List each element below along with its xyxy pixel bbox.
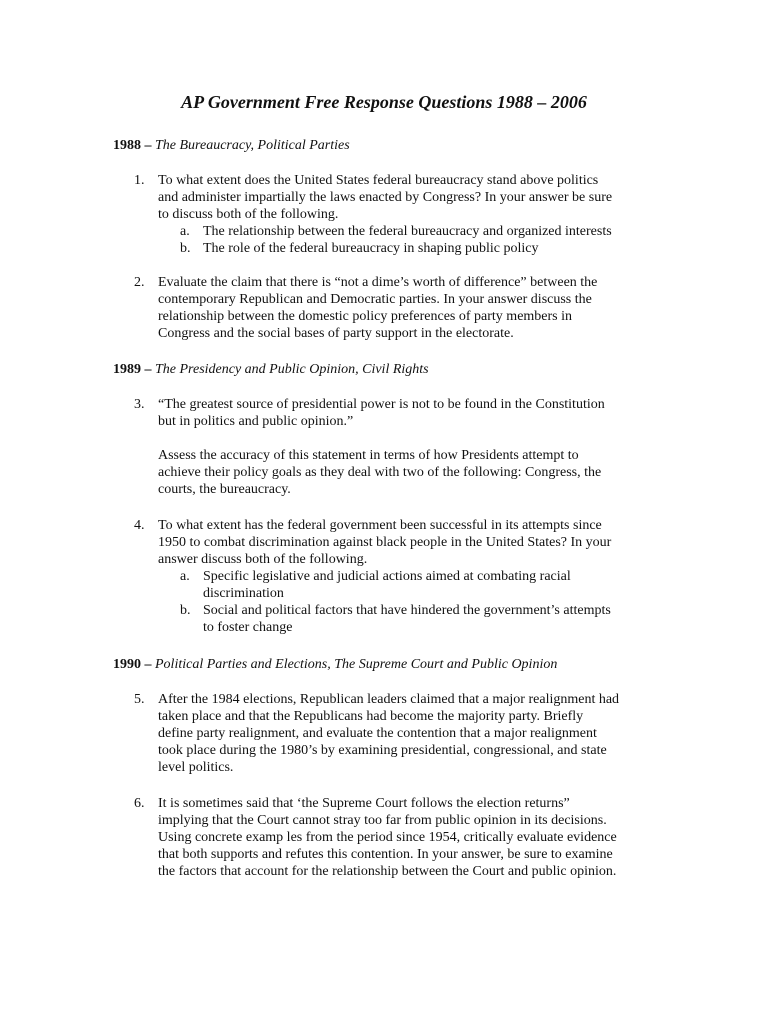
question-text (158, 172, 658, 223)
text-line: to discuss both of the following. (158, 207, 339, 222)
text-line: It is sometimes said that ‘the Supreme Court follows the election returns” (158, 796, 570, 811)
question-text-paragraph (158, 447, 658, 498)
question-2 (134, 274, 658, 342)
section-heading-1989 (113, 361, 429, 378)
section-topics: Political Parties and Elections, The Supreme Court and Public Opinion (155, 657, 558, 672)
text-line: answer discuss both of the following. (158, 552, 368, 567)
section-topics: The Presidency and Public Opinion, Civil Rights (155, 362, 429, 377)
sub-item (158, 602, 658, 636)
question-3 (134, 396, 658, 498)
question-number: 4. (134, 518, 145, 533)
document-title: AP Government Free Response Questions 1988 – 2006 (181, 92, 587, 112)
question-6 (134, 795, 658, 880)
question-text (158, 795, 658, 880)
text-line: courts, the bureaucracy. (158, 482, 291, 497)
text-line: took place during the 1980’s by examining presidential, congressional, and state (158, 743, 607, 758)
sub-item-text: The relationship between the federal bureaucracy and organized interests (203, 224, 612, 239)
text-line: define party realignment, and evaluate the contention that a major realignment (158, 726, 597, 741)
text-line: To what extent does the United States federal bureaucracy stand above politics (158, 173, 599, 188)
text-line: level politics. (158, 760, 234, 775)
text-line: Evaluate the claim that there is “not a dime’s worth of difference” between the (158, 275, 598, 290)
question-text (158, 396, 658, 430)
text-line: taken place and that the Republicans had become the majority party. Briefly (158, 709, 584, 724)
sub-item-letter: a. (180, 569, 190, 584)
text-line: Congress and the social bases of party support in the electorate. (158, 326, 514, 341)
sub-item-list (158, 223, 658, 257)
text-line: Using concrete examp les from the period since 1954, critically evaluate evidence (158, 830, 617, 845)
text-line: 1950 to combat discrimination against black people in the United States? In your (158, 535, 612, 550)
sub-item-list (158, 568, 658, 636)
text-line: the factors that account for the relationship between the Court and public opinion. (158, 864, 617, 879)
text-line: that both supports and refutes this contention. In your answer, be sure to examine (158, 847, 613, 862)
section-topics: The Bureaucracy, Political Parties (155, 138, 350, 153)
question-number: 2. (134, 275, 145, 290)
question-1 (134, 172, 658, 257)
question-number: 1. (134, 173, 145, 188)
text-line: To what extent has the federal government been successful in its attempts since (158, 518, 602, 533)
text-line: achieve their policy goals as they deal with two of the following: Congress, the (158, 465, 602, 480)
question-text (158, 274, 658, 342)
section-year: 1990 – (113, 657, 152, 672)
section-year: 1988 – (113, 138, 152, 153)
question-number: 3. (134, 397, 145, 412)
text-line: contemporary Republican and Democratic parties. In your answer discuss the (158, 292, 592, 307)
sub-item-text: to foster change (203, 620, 293, 635)
question-number: 5. (134, 692, 145, 707)
sub-item-letter: a. (180, 224, 190, 239)
text-line: Assess the accuracy of this statement in terms of how Presidents attempt to (158, 448, 579, 463)
sub-item (158, 223, 658, 240)
section-heading-1990 (113, 656, 557, 673)
text-line: “The greatest source of presidential power is not to be found in the Constitution (158, 397, 605, 412)
sub-item (158, 240, 658, 257)
text-line: but in politics and public opinion.” (158, 414, 354, 429)
section-heading-1988 (113, 137, 350, 154)
question-4 (134, 517, 658, 636)
sub-item-letter: b. (180, 603, 191, 618)
sub-item-text: discrimination (203, 586, 284, 601)
question-number: 6. (134, 796, 145, 811)
question-text (158, 517, 658, 568)
sub-item-text: The role of the federal bureaucracy in shaping public policy (203, 241, 539, 256)
sub-item-text: Social and political factors that have hindered the government’s attempts (203, 603, 611, 618)
text-line: After the 1984 elections, Republican leaders claimed that a major realignment had (158, 692, 620, 707)
question-text (158, 691, 658, 776)
section-year: 1989 – (113, 362, 152, 377)
question-5 (134, 691, 658, 776)
text-line: relationship between the domestic policy preferences of party members in (158, 309, 573, 324)
sub-item-text: Specific legislative and judicial actions aimed at combating racial (203, 569, 571, 584)
sub-item-letter: b. (180, 241, 191, 256)
sub-item (158, 568, 658, 602)
text-line: and administer impartially the laws enacted by Congress? In your answer be sure (158, 190, 613, 205)
text-line: implying that the Court cannot stray too far from public opinion in its decisions. (158, 813, 607, 828)
